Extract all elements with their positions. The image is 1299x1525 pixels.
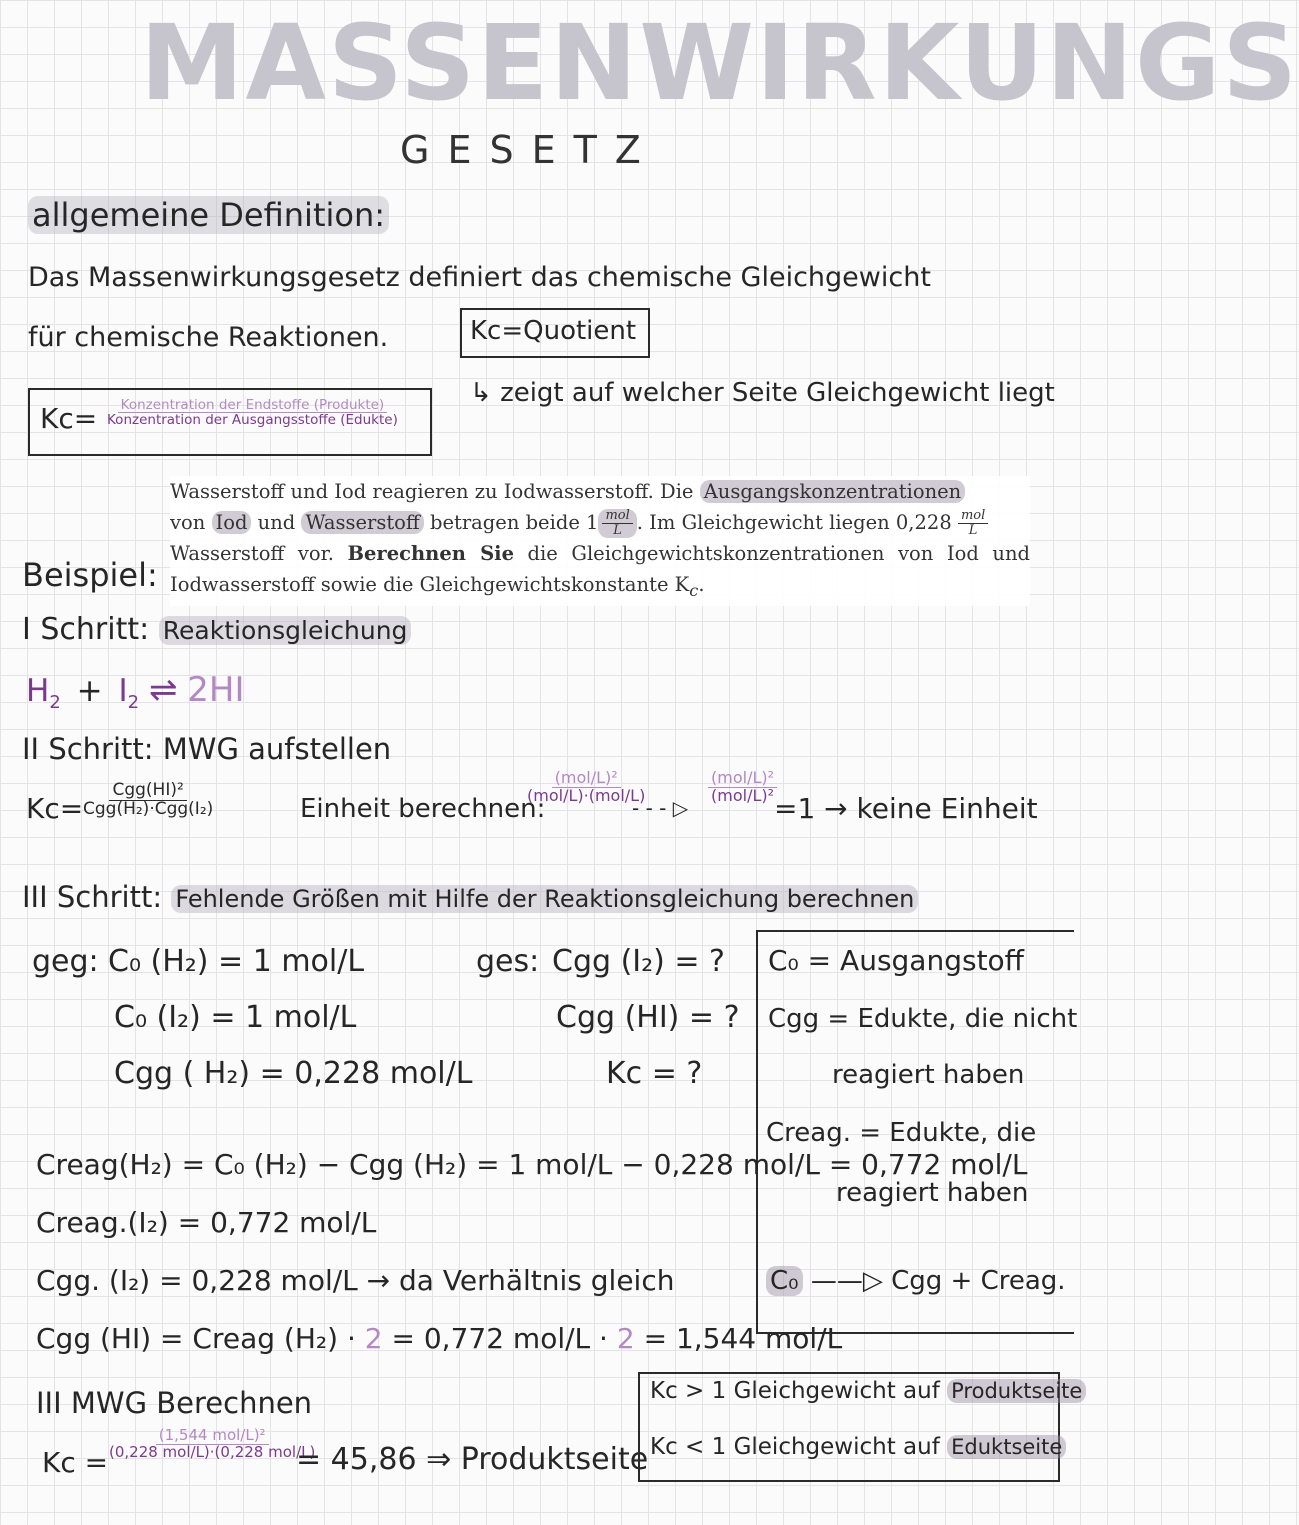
sought-1: Cgg (I₂) = ?: [552, 944, 725, 979]
unit-fraction-2-den: (mol/L)²: [711, 785, 775, 805]
legend-c0-arrow-text: ——▷ Cgg + Creag.: [810, 1266, 1066, 1296]
equilibrium-arrow-icon: ⇌: [148, 670, 178, 710]
sought-3: Kc = ?: [606, 1056, 703, 1091]
calc4-part-c: = 0,772 mol/L ·: [391, 1322, 608, 1355]
geg-label: geg:: [32, 944, 99, 979]
hi-product: 2HI: [187, 670, 245, 710]
example-highlight-iod: Iod: [212, 511, 252, 534]
legend-line-4: Creag. = Edukte, die: [766, 1118, 1037, 1148]
example-text-3: von: [170, 511, 206, 534]
step3-heading: [22, 880, 918, 914]
kc-label: Kc=: [40, 402, 98, 435]
step4-heading: III MWG Berechnen: [36, 1386, 313, 1420]
step1-heading: [22, 612, 411, 647]
arrow-note: [470, 378, 1055, 408]
plus-sign: +: [76, 673, 103, 709]
legend-line-2: Cgg = Edukte, die nicht: [768, 1004, 1078, 1034]
given-2: C₀ (I₂) = 1 mol/L: [114, 1000, 357, 1035]
calc-line-3: Cgg. (I₂) = 0,228 mol/L → da Verhältnis gleich: [36, 1264, 675, 1297]
calc4-factor-2: 2: [616, 1322, 635, 1355]
h2-sub: 2: [49, 692, 61, 714]
page-title: MASSENWIRKUNGS: [140, 2, 1299, 124]
h2-symbol: H: [26, 673, 50, 709]
unit-fraction-1-den: (mol/L)·(mol/L): [527, 785, 646, 805]
unit-den: L: [968, 523, 978, 538]
corner-arrow-icon: ↳: [470, 378, 501, 408]
given-3: Cgg ( H₂) = 0,228 mol/L: [114, 1056, 473, 1091]
kc-numerator: Konzentration der Endstoffe (Produkte): [118, 398, 388, 413]
mwg-kc-label: Kc=: [26, 792, 84, 825]
calc-line-2: Creag.(I₂) = 0,772 mol/L: [36, 1206, 377, 1239]
example-highlight-ausgangskonzentrationen: Ausgangskonzentrationen: [700, 480, 966, 503]
rule-1: [650, 1378, 1086, 1404]
step4-result: = 45,86 ⇒ Produktseite: [296, 1442, 649, 1477]
reaction-equation: [26, 670, 245, 713]
i2-sub: 2: [127, 692, 140, 714]
legend-line-1: C₀ = Ausgangstoff: [768, 944, 1024, 977]
example-label: Beispiel:: [22, 556, 158, 594]
mwg-denominator: Cgg(H₂)·Cgg(I₂): [83, 798, 214, 819]
unit-result: =1 → keine Einheit: [774, 792, 1038, 825]
example-text-5: und: [257, 511, 296, 534]
example-text-end: .: [698, 573, 705, 596]
step4-fraction: [106, 1428, 318, 1461]
calc4-part-a: Cgg (HI) = Creag (H₂) ·: [36, 1322, 356, 1355]
ges-label: ges:: [476, 944, 540, 979]
step4-denominator: (0,228 mol/L)·(0,228 mol/L): [109, 1442, 316, 1461]
unit-fraction-2-num: (mol/L)²: [708, 770, 777, 788]
unit-num: mol: [958, 509, 988, 524]
example-bold-task: Berechnen Sie: [347, 542, 514, 565]
kc-denominator: Konzentration der Ausgangsstoffe (Edukte): [107, 412, 398, 429]
step2-heading: II Schritt: MWG aufstellen: [22, 732, 392, 766]
example-unit-2: [958, 509, 988, 537]
sought-2: Cgg (HI) = ?: [556, 1000, 740, 1035]
unit-fraction-1: [524, 770, 648, 805]
definition-heading: [28, 196, 389, 234]
dotted-arrow: - - - ▷: [632, 796, 689, 820]
page-subtitle: GESETZ: [400, 128, 659, 172]
example-text-8: . Im Gleichgewicht liegen 0,228: [636, 511, 952, 534]
rule-1-highlight: Produktseite: [947, 1379, 1086, 1403]
rule-1-text: Kc > 1 Gleichgewicht auf: [650, 1378, 940, 1404]
unit-fraction-1-num: (mol/L)²: [552, 770, 621, 788]
example-text-1: Wasserstoff und Iod reagieren zu Iodwasserstoff. Die: [170, 480, 694, 503]
einheit-label: Einheit berechnen:: [300, 794, 546, 824]
example-highlight-wasserstoff: Wasserstoff: [301, 511, 423, 534]
step1-title: Reaktionsgleichung: [159, 616, 412, 645]
kc-fraction: [104, 398, 401, 427]
definition-line1: Das Massenwirkungsgesetz definiert das chemische Gleichgewicht: [28, 262, 931, 293]
rule-2: [650, 1434, 1066, 1460]
kc-quotient-text: Kc=Quotient: [470, 316, 637, 346]
i2-symbol: I: [118, 673, 128, 709]
unit-num: mol: [602, 509, 632, 524]
step3-title: Fehlende Größen mit Hilfe der Reaktionsgleichung berechnen: [171, 885, 918, 913]
given-1: C₀ (H₂) = 1 mol/L: [108, 944, 365, 979]
step3-label: III Schritt:: [22, 880, 163, 914]
legend-line-5: reagiert haben: [836, 1178, 1029, 1208]
arrow-note-text: zeigt auf welcher Seite Gleichgewicht liegt: [500, 378, 1055, 408]
example-kc-sub: c: [689, 580, 699, 600]
unit-den: L: [613, 523, 622, 538]
example-text-11: die Gleichgewichtskonzentrationen von Iod und Iodwasserstoff sowie die Gleichgewichtskonstante K: [170, 542, 1030, 596]
example-unit-1: [598, 509, 636, 537]
calc4-part-e: = 1,544 mol/L: [643, 1322, 843, 1355]
calc-line-4: [36, 1322, 842, 1355]
unit-fraction-2: [708, 770, 777, 805]
rule-2-highlight: Eduktseite: [947, 1435, 1066, 1459]
definition-line2: für chemische Reaktionen.: [28, 322, 389, 353]
legend-line-6: [766, 1266, 1066, 1296]
calc-line-1: Creag(H₂) = C₀ (H₂) − Cgg (H₂) = 1 mol/L − 0,228 mol/L = 0,772 mol/L: [36, 1148, 1028, 1181]
example-text-9: Wasserstoff vor.: [170, 542, 334, 565]
step1-label: I Schritt:: [22, 612, 150, 647]
legend-line-3: reagiert haben: [832, 1060, 1025, 1090]
rule-2-text: Kc < 1 Gleichgewicht auf: [650, 1434, 940, 1460]
definition-heading-text: allgemeine Definition:: [28, 196, 389, 234]
calc4-factor-1: 2: [364, 1322, 383, 1355]
example-task: [170, 476, 1030, 606]
step4-kc-label: Kc =: [42, 1446, 109, 1479]
legend-c0-highlight: C₀: [766, 1266, 803, 1296]
example-text-7: betragen beide 1: [429, 511, 599, 534]
mwg-numerator: Cgg(HI)²: [109, 782, 186, 801]
step4-numerator: (1,544 mol/L)²: [156, 1428, 269, 1445]
mwg-fraction: [80, 782, 216, 819]
